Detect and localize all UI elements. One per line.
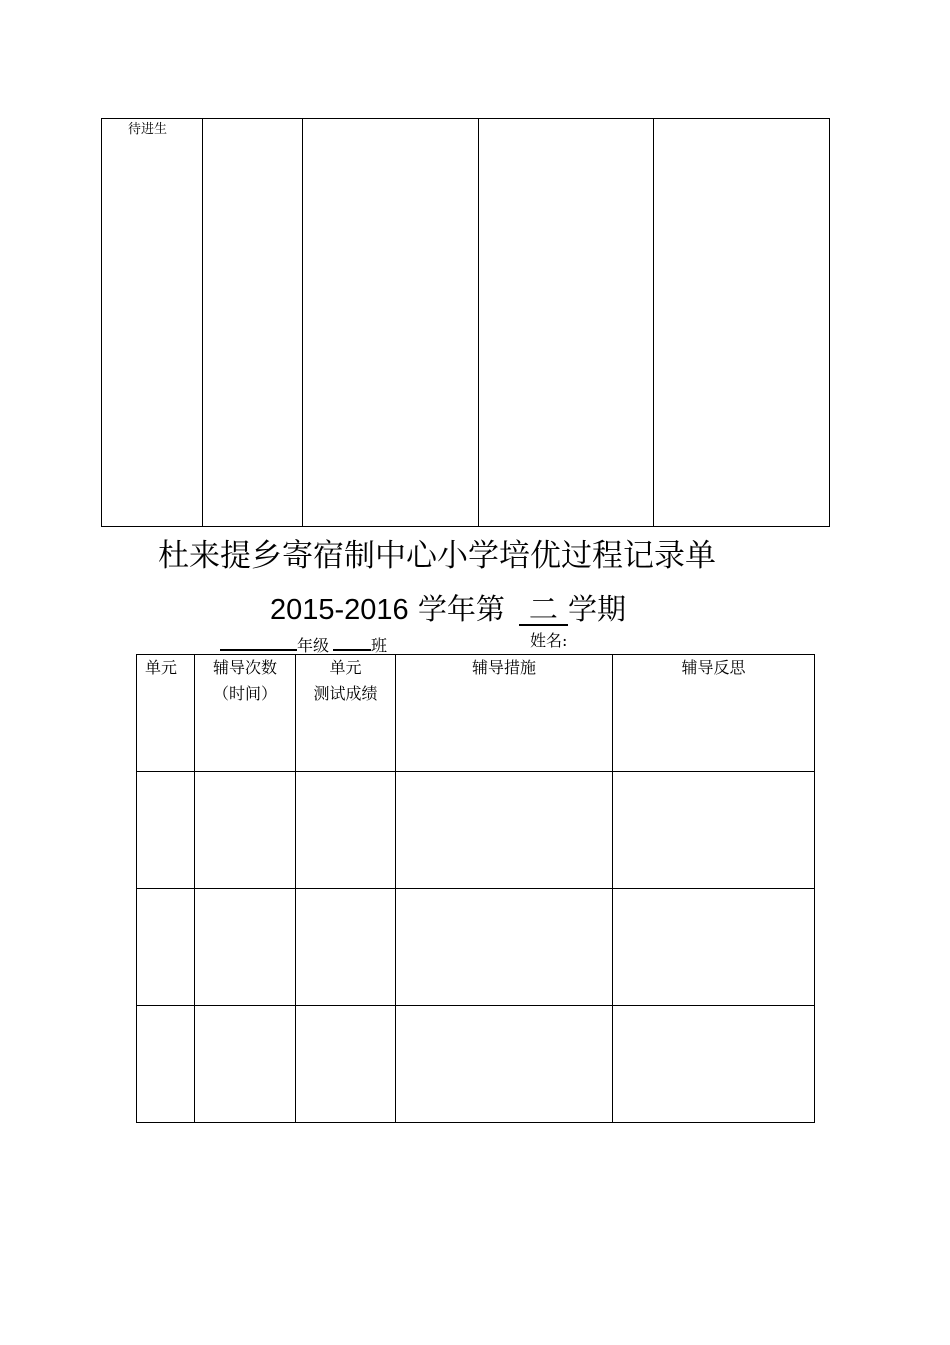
table-cell — [137, 772, 195, 889]
table-cell — [195, 889, 296, 1006]
table-cell — [613, 772, 815, 889]
table-cell — [296, 889, 396, 1006]
name-label: 姓名: — [530, 631, 568, 650]
test-unit-header: 单元 — [329, 658, 362, 677]
table-row — [137, 772, 815, 889]
term-prefix: 学年第 — [417, 592, 505, 626]
class-info-line — [220, 630, 820, 654]
school-year: 2015-2016 — [270, 594, 409, 626]
table-cell — [396, 772, 613, 889]
header-cell-reflection — [613, 655, 815, 772]
table-row — [137, 889, 815, 1006]
measures-header: 辅导措施 — [471, 658, 536, 677]
table-cell — [203, 119, 303, 527]
table-row — [137, 1006, 815, 1123]
table-cell — [396, 889, 613, 1006]
pending-student-label: 待进生 — [128, 122, 168, 137]
tutoring-record-table — [136, 654, 815, 1123]
header-cell-measures — [396, 655, 613, 772]
grade-label: 年级 — [297, 636, 330, 655]
table-cell — [396, 1006, 613, 1123]
table-cell — [613, 1006, 815, 1123]
grade-blank — [220, 630, 297, 651]
header-cell-count — [195, 655, 296, 772]
table-cell — [654, 119, 830, 527]
semester-value: 二 — [519, 594, 568, 626]
count-header: 辅导次数 — [212, 658, 277, 677]
unit-header: 单元 — [145, 658, 178, 677]
table-cell — [296, 772, 396, 889]
header-cell-unit — [137, 655, 195, 772]
class-label: 班 — [371, 636, 388, 655]
top-record-table — [101, 118, 830, 527]
count-time-header: （时间） — [212, 684, 277, 703]
table-cell — [102, 119, 203, 527]
table-row — [102, 119, 830, 527]
class-blank — [333, 630, 371, 651]
header-cell-test — [296, 655, 396, 772]
table-cell — [137, 1006, 195, 1123]
table-cell — [303, 119, 479, 527]
table-cell — [613, 889, 815, 1006]
term-suffix: 学期 — [567, 592, 626, 626]
reflection-header: 辅导反思 — [681, 658, 746, 677]
test-score-header: 测试成绩 — [313, 684, 378, 703]
table-cell — [195, 772, 296, 889]
term-line — [270, 588, 626, 631]
table-cell — [296, 1006, 396, 1123]
table-header-row — [137, 655, 815, 772]
table-cell — [195, 1006, 296, 1123]
table-cell — [479, 119, 654, 527]
document-title: 杜来提乡寄宿制中心小学培优过程记录单 — [158, 538, 716, 574]
table-cell — [137, 889, 195, 1006]
